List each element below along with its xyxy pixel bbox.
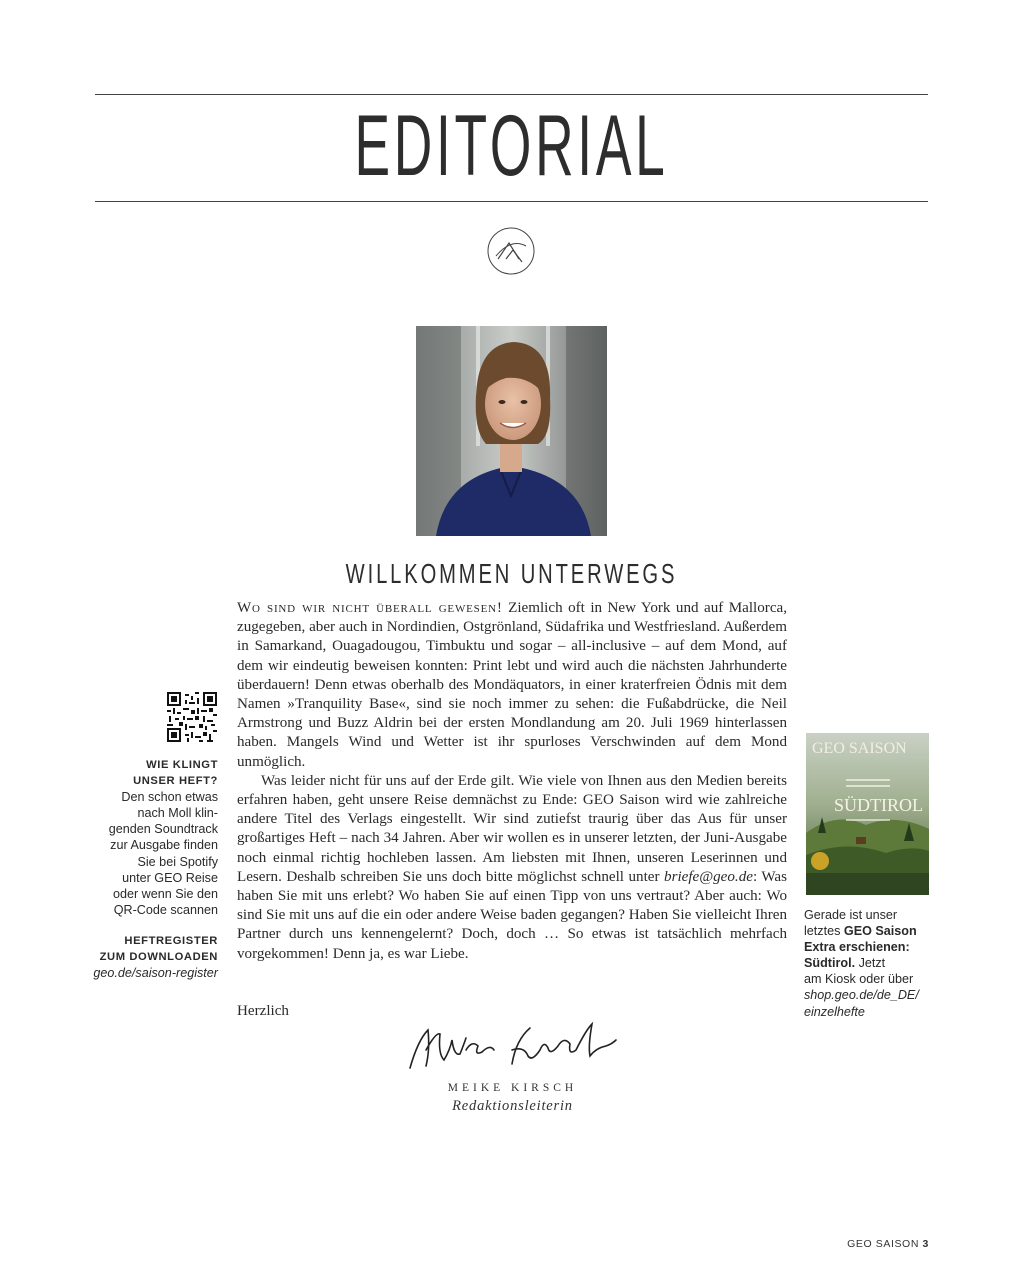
shop-link[interactable] [804,987,944,1003]
sidebar-left [80,757,218,981]
caption-emphasis: Extra erschienen: [804,940,910,955]
register-heading-line-2: ZUM DOWNLOADEN [99,951,218,964]
magazine-cover[interactable] [806,733,929,895]
soundtrack-text-line: oder wenn Sie den [112,886,218,901]
paragraph-2-text-a: Was leider nicht für uns auf der Erde gilt. Wie viele von Ihnen aus den Medien bereits erfahren haben, geht unsere Reise demnächst zu Ende: GEO Saison wird wie zahlreiche andere Titel des Verlags eingestellt. Wir sind zutiefst traurig über das Aus für unser großartiges Heft – nach 34 Jahren. Aber wir wollen es in unserer letzten, der Juni-Ausgabe noch einmal richtig hochleben lassen. Am liebsten mit Ihnen, unseren Leserinnen und Lesern. Deshalb schreiben Sie uns doch bitte möglichst schnell unter [237,772,787,885]
soundtrack-text-line: unter GEO Reise [122,870,218,885]
title-bottom-rule [95,201,928,202]
cover-caption-line: Gerade ist unser [804,908,898,922]
greeting: Herzlich [237,1003,289,1019]
cover-caption-line [804,955,944,971]
paragraph-1-text: Ziemlich oft in New York und auf Mallorca, zugegeben, aber auch in Nordindien, Ostgrönland, Südafrika und Westfriesland. Außerdem in Samarkand, Ouagadougou, Timbuktu und sogar – all-inclusive – auf dem Mond, auf dem wir eindeutig beweisen konnten: Print lebt und wird auch die nächsten Jahrhunderte überdauern! Denn etwas oberhalb des Mondäquators, in einer kraterfreien Ödnis mit dem Namen »Tranquility Base«, sind sie noch immer zu sehen: die Fußabdrücke, die Neil Armstrong und Buzz Aldrin bei der ersten Mondlandung am 20. Juli 1969 hinterlassen haben. Mangels Wind und Wetter ist ihr spurloses Verschwinden auf dem Mond unmöglich. [237,600,787,770]
caption-text: Jetzt [855,956,886,971]
top-rule [95,94,928,95]
soundtrack-text-line: Den schon etwas [121,790,218,805]
paragraph-1 [237,599,787,772]
cover-brand: GEO SAISON [812,740,907,757]
signature-role: Redaktionsleiterin [452,1098,573,1114]
spacer [80,918,218,933]
soundtrack-heading-line-2: UNSER HEFT? [133,775,218,788]
cover-caption-line [804,939,944,955]
register-heading-line-1: HEFTREGISTER [124,934,218,947]
shop-link-cont[interactable] [804,1004,944,1020]
caption-emphasis: Südtirol. [804,956,856,971]
cover-caption-line: am Kiosk oder über [804,972,914,987]
page-title: EDITORIAL [354,98,669,194]
portrait-photo [416,326,607,536]
qr-code-icon[interactable] [167,692,217,742]
shop-link-line-1[interactable]: shop.geo.de/de_DE/ [804,988,919,1003]
signature-name: MEIKE KIRSCH [447,1082,578,1094]
caption-text: letztes [804,924,844,939]
page-number: 3 [922,1238,929,1250]
mountain-circle-logo-icon [486,226,536,276]
soundtrack-text-line: nach Moll klin- [137,806,218,821]
email-link[interactable]: briefe@geo.de [664,868,753,885]
register-link[interactable]: geo.de/saison-register [93,966,218,981]
footer-brand: GEO SAISON [847,1238,920,1250]
soundtrack-heading-line-1: WIE KLINGT [146,759,218,771]
soundtrack-text-line: Sie bei Spotify [137,854,218,869]
soundtrack-text-line: QR-Code scannen [113,902,218,917]
article-headline: WILLKOMMEN UNTERWEGS [345,558,678,589]
lead-in: Wo sind wir nicht überall gewesen! [237,600,503,616]
caption-emphasis: GEO Saison [843,924,917,939]
sidebar-right [804,907,944,1020]
page-footer [847,1238,929,1250]
cover-title: SÜDTIROL [834,795,923,815]
handwritten-signature [400,1010,625,1076]
paragraph-2-text-b: : Was haben Sie mit uns erlebt? Wo haben Sie auf einen Tipp von uns vertraut? Aber auch: Wo sind Sie mit uns auf die ein oder andere Weise baden gegangen? Haben Sie vielleicht Ihren Partner durch uns kennengelernt? Doch, doch … So etwas ist tatsächlich mehrfach vorgekommen! Denn ja, es war Liebe. [237,868,788,962]
soundtrack-text-line: zur Ausgabe finden [110,838,218,853]
cover-caption-line [804,923,944,939]
soundtrack-text-line: genden Soundtrack [108,822,218,837]
article-body [237,599,787,964]
shop-link-line-2[interactable]: einzelhefte [804,1004,865,1019]
paragraph-2 [237,772,787,964]
